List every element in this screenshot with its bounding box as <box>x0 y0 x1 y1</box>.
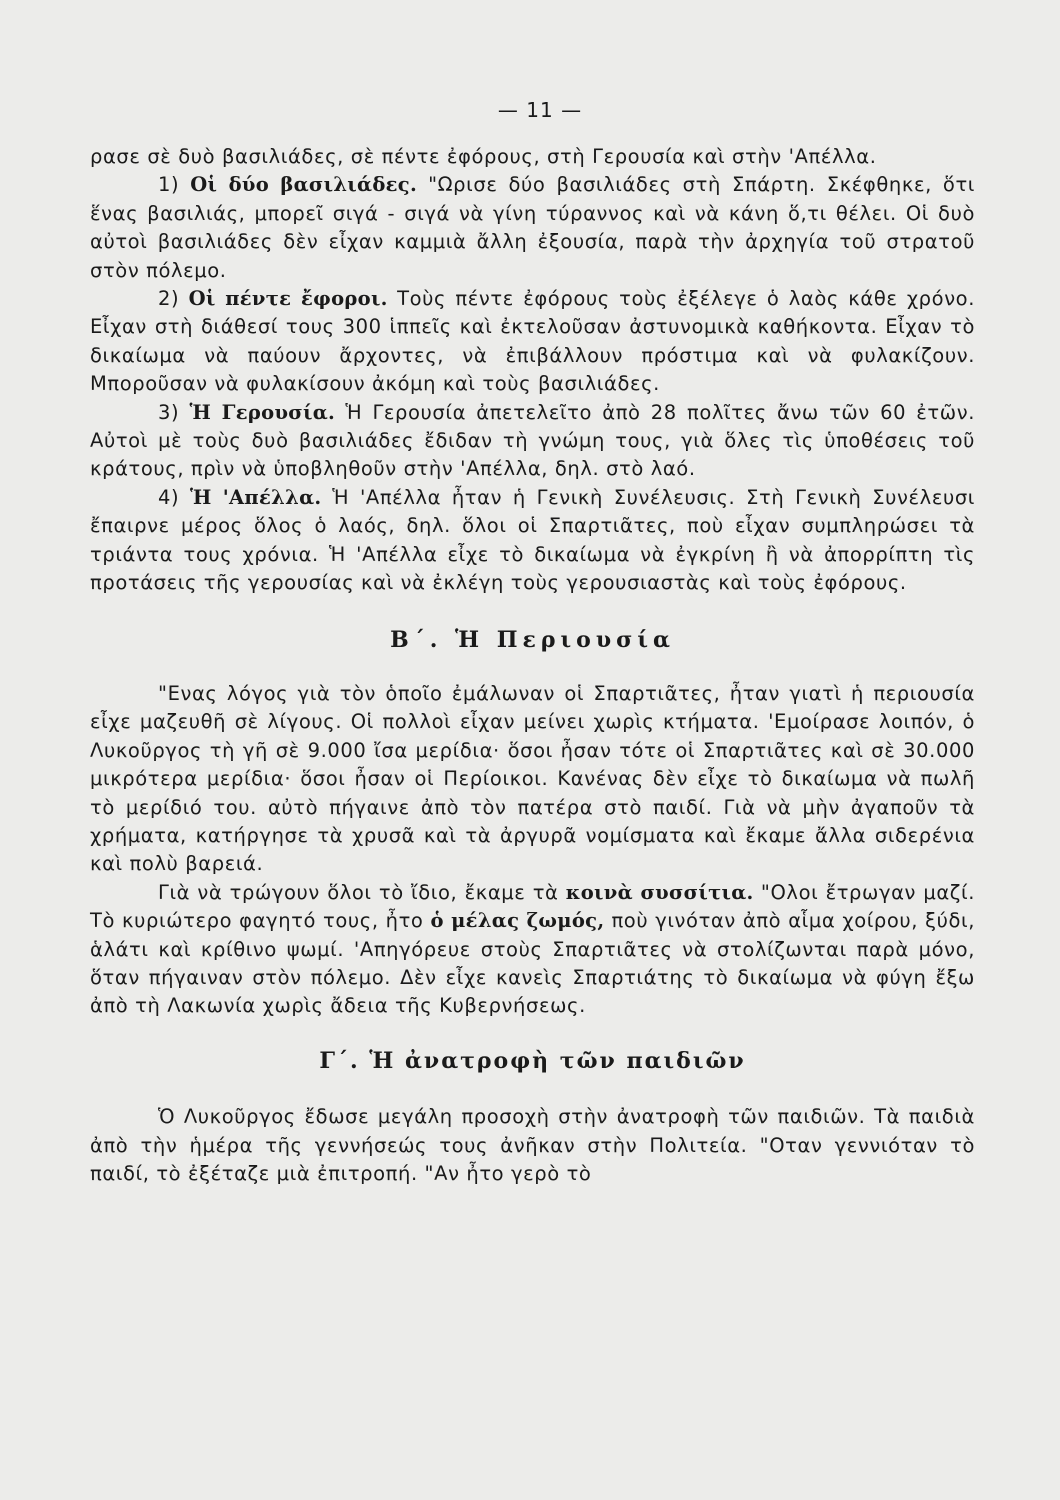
section-heading-upbringing: Γ΄. Ἡ ἀνατροφὴ τῶν παιδιῶν <box>319 1047 746 1074</box>
paragraph-apella <box>90 484 975 598</box>
paragraph-text: "Ολοι ἔτρωγαν μαζί. Τὸ κυριώτερο φαγητό τους, ἦτο <box>90 880 976 933</box>
page-number: — 11 — <box>497 98 583 122</box>
term-kings: Οἱ δύο βασιλιάδες. <box>190 173 418 197</box>
term-apella: Ἡ 'Απέλλα. <box>190 485 322 509</box>
paragraph-upbringing: Ὁ Λυκοῦργος ἔδωσε μεγάλη προσοχὴ στὴν ἀνατροφὴ τῶν παιδιῶν. Τὰ παιδιὰ ἀπὸ τὴν ἡμέρα τῆς γεννήσεώς τους ἀνῆκαν στὴν Πολιτεία. "Οταν γεννιόταν τὸ παιδί, τὸ ἐξέταζε μιὰ ἐπιτροπή. "Αν ἦτο γερὸ τὸ <box>90 1105 975 1185</box>
term-syssitia: κοινὰ συσσίτια. <box>565 880 754 904</box>
paragraph-kings <box>90 171 975 285</box>
item-number: 2) <box>158 287 189 311</box>
paragraph-text: Γιὰ νὰ τρώγουν ὅλοι τὸ ἴδιο, ἔκαμε τὰ <box>158 880 566 904</box>
item-number: 1) <box>158 173 191 197</box>
paragraph-text: ποὺ γινόταν ἀπὸ αἷμα χοίρου, ξύδι, ἁλάτι καὶ κρίθινο ψωμί. 'Απηγόρευε στοὺς Σπαρτιᾶτες νὰ στολίζωνται παρὰ μόνο, ὅταν πήγαιναν στὸν πόλεμο. Δὲν εἶχε κανεὶς Σπαρτιάτης τὸ δικαίωμα νὰ φύγη ἔξω ἀπὸ τὴ Λακωνία χωρὶς ἄδεια τῆς Κυβερνήσεως. <box>90 909 976 1018</box>
paragraph-gerousia <box>90 399 975 484</box>
item-number: 4) <box>158 485 190 509</box>
intro-paragraph: ρασε σὲ δυὸ βασιλιάδες, σὲ πέντε ἐφόρους, στὴ Γερουσία καὶ στὴν 'Απέλλα. <box>90 145 877 168</box>
term-black-broth: ὁ μέλας ζωμός, <box>430 909 605 933</box>
paragraph-text: Ἡ 'Απέλλα ἦταν ἡ Γενικὴ Συνέλευσις. Στὴ Γενικὴ Συνέλευσι ἔπαιρνε μέρος ὅλος ὁ λαός, δηλ. ὅλοι οἱ Σπαρτιᾶτες, ποὺ εἶχαν συμπληρώσει τὰ τριάντα τους χρόνια. Ἡ 'Απέλλα εἶχε τὸ δικαίωμα νὰ ἐγκρίνη ἢ νὰ ἀπορρίπτη τὶς προτάσεις τῆς γερουσίας καὶ νὰ ἐκλέγη τοὺς γερουσιαστὰς καὶ τοὺς ἐφόρους. <box>90 485 975 595</box>
paragraph-text: "Ωρισε δύο βασιλιάδες στὴ Σπάρτη. Σκέφθηκε, ὅτι ἕνας βασιλιάς, μπορεῖ σιγά - σιγά νὰ γίνη τύραννος καὶ νὰ κάνη ὅ,τι θέλει. Οἱ δυὸ αὐτοὶ βασιλιάδες δὲν εἶχαν καμμιὰ ἄλλη ἐξουσία, παρὰ τὴν ἀρχηγία τοῦ στρατοῦ στὸν πόλεμο. <box>90 173 976 282</box>
paragraph-text: Τοὺς πέντε ἐφόρους τοὺς ἐξέλεγε ὁ λαὸς κάθε χρόνο. Εἶχαν στὴ διάθεσί τους 300 ἱππεῖς καὶ ἐκτελοῦσαν ἀστυνομικὰ καθήκοντα. Εἶχαν τὸ δικαίωμα νὰ παύουν ἄρχοντες, νὰ ἐπιβάλλουν πρόστιμα καὶ νὰ φυλακίζουν. Μποροῦσαν νὰ φυλακίσουν ἀκόμη καὶ τοὺς βασιλιάδες. <box>90 287 976 396</box>
paragraph-syssitia <box>90 879 975 1021</box>
paragraph-text: Ἡ Γερουσία ἀπετελεῖτο ἀπὸ 28 πολῖτες ἄνω τῶν 60 ἐτῶν. Αὐτοὶ μὲ τοὺς δυὸ βασιλιάδες ἔδιδαν τὴ γνώμη τους, γιὰ ὅλες τὶς ὑποθέσεις τοῦ κράτους, πρὶν νὰ ὑποβληθοῦν στὴν 'Απέλλα, δηλ. στὸ λαό. <box>90 400 975 481</box>
paragraph-ephors <box>90 285 975 399</box>
term-gerousia: Ἡ Γερουσία. <box>189 400 336 424</box>
page-body <box>90 143 975 1188</box>
section-heading-property: Β΄. Ἡ Περιουσία <box>390 626 675 653</box>
term-ephors: Οἱ πέντε ἔφοροι. <box>188 287 388 311</box>
item-number: 3) <box>158 400 190 424</box>
paragraph-property: "Ενας λόγος γιὰ τὸν ὁποῖο ἐμάλωναν οἱ Σπαρτιᾶτες, ἦταν γιατὶ ἡ περιουσία εἶχε μαζευθῆ σὲ λίγους. Οἱ πολλοὶ εἶχαν μείνει χωρὶς κτήματα. 'Εμοίρασε λοιπόν, ὁ Λυκοῦργος τὴ γῆ σὲ 9.000 ἴσα μερίδια· ὅσοι ἦσαν τότε οἱ Σπαρτιᾶτες καὶ σὲ 30.000 μικρότερα μερίδια· ὅσοι ἦσαν οἱ Περίοικοι. Κανένας δὲν εἶχε τὸ δικαίωμα νὰ πωλῆ τὸ μερίδιό του. αὐτὸ πήγαινε ἀπὸ τὸν πατέρα στὸ παιδί. Γιὰ νὰ μὴν ἀγαποῦν τὰ χρήματα, κατήργησε τὰ χρυσᾶ καὶ τὰ ἀργυρᾶ νομίσματα καὶ ἔκαμε ἄλλα σιδερένια καὶ πολὺ βαρειά. <box>90 681 975 876</box>
